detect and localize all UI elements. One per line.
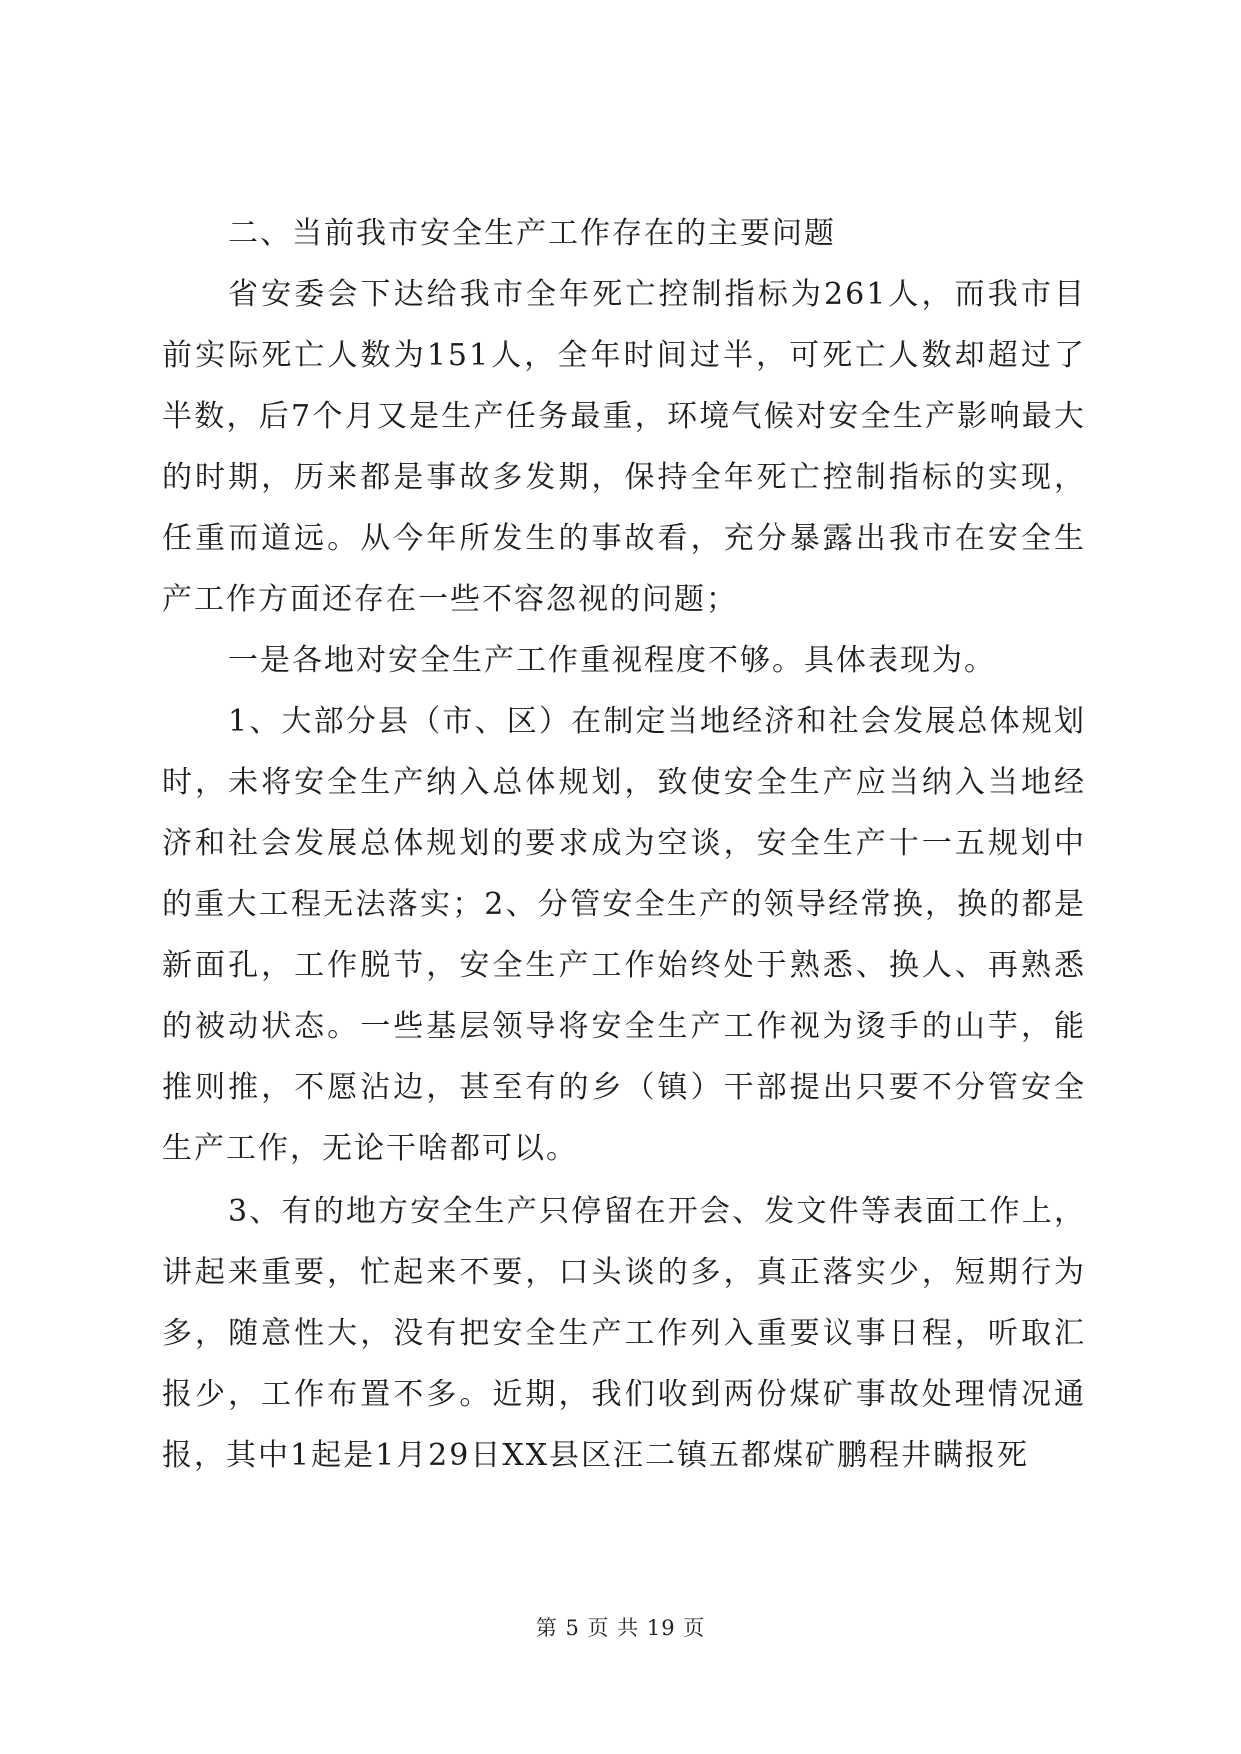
page-footer xyxy=(0,1612,1241,1642)
document-body xyxy=(162,203,1086,1486)
paragraph: 3、有的地方安全生产只停留在开会、发文件等表面工作上，讲起来重要，忙起来不要，口头谈的多，真正落实少，短期行为多，随意性大，没有把安全生产工作列入重要议事日程，听取汇报少，工作布置不多。近期，我们收到两份煤矿事故处理情况通报，其中1起是1月29日XX县区汪二镇五都煤矿鹏程井瞒报死 xyxy=(162,1194,1086,1473)
paragraph: 省安委会下达给我市全年死亡控制指标为261人，而我市目前实际死亡人数为151人，全年时间过半，可死亡人数却超过了半数，后7个月又是生产任务最重，环境气候对安全生产影响最大的时期，历来都是事故多发期，保持全年死亡控制指标的实现，任重而道远。从今年所发生的事故看，充分暴露出我市在安全生产工作方面还存在一些不容忽视的问题； xyxy=(162,277,1086,617)
page-number-label: 第 5 页 共 19 页 xyxy=(535,1616,706,1640)
paragraph: 1、大部分县（市、区）在制定当地经济和社会发展总体规划时，未将安全生产纳入总体规划，致使安全生产应当纳入当地经济和社会发展总体规划的要求成为空谈，安全生产十一五规划中的重大工程无法落实；2、分管安全生产的领导经常换，换的都是新面孔，工作脱节，安全生产工作始终处于熟悉、换人、再熟悉的被动状态。一些基层领导将安全生产工作视为烫手的山芋，能推则推，不愿沾边，甚至有的乡（镇）干部提出只要不分管安全生产工作，无论干啥都可以。 xyxy=(162,704,1086,1166)
section-heading: 二、当前我市安全生产工作存在的主要问题 xyxy=(228,216,836,251)
paragraph: 一是各地对安全生产工作重视程度不够。具体表现为。 xyxy=(228,643,996,678)
